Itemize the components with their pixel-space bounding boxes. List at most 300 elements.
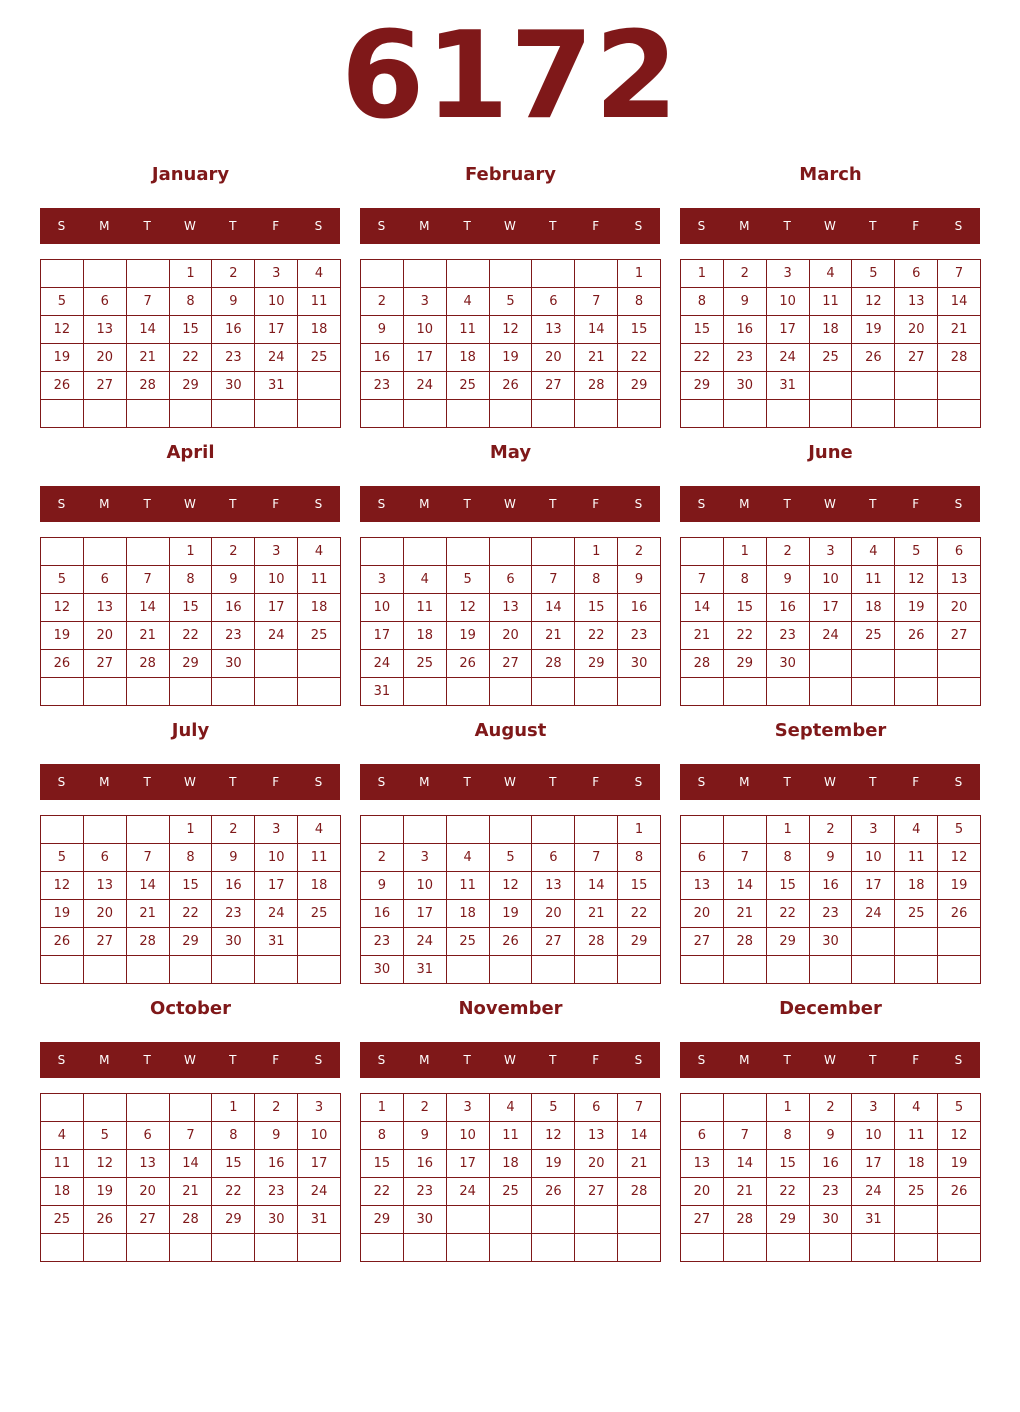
day-cell: 7 [127, 566, 170, 594]
day-cell: 28 [618, 1178, 661, 1206]
day-cell: 1 [575, 538, 618, 566]
day-cell: 9 [724, 288, 767, 316]
empty-day-cell [767, 956, 810, 984]
day-cell: 27 [84, 650, 127, 678]
empty-day-cell [724, 400, 767, 428]
day-cell: 28 [575, 372, 618, 400]
weekday-label: S [954, 497, 963, 511]
empty-day-cell [938, 956, 981, 984]
day-cell: 15 [618, 316, 661, 344]
day-cell: 4 [895, 1094, 938, 1122]
day-cell: 6 [84, 288, 127, 316]
day-cell: 8 [575, 566, 618, 594]
weekday-label: M [419, 775, 430, 789]
day-cell: 23 [361, 372, 404, 400]
weekday-label: T [143, 1053, 151, 1067]
empty-day-cell [895, 1206, 938, 1234]
day-cell: 24 [852, 1178, 895, 1206]
day-cell: 24 [255, 900, 298, 928]
empty-day-cell [895, 372, 938, 400]
weekday-header-bar [40, 764, 340, 800]
day-cell: 12 [41, 872, 84, 900]
day-cell: 21 [127, 622, 170, 650]
day-cell: 24 [767, 344, 810, 372]
day-cell: 19 [938, 1150, 981, 1178]
day-cell: 30 [212, 650, 255, 678]
day-cell: 25 [404, 650, 447, 678]
day-cell: 18 [490, 1150, 533, 1178]
empty-day-cell [810, 678, 853, 706]
day-cell: 29 [767, 928, 810, 956]
day-cell: 1 [767, 1094, 810, 1122]
empty-day-cell [490, 260, 533, 288]
day-cell: 1 [618, 260, 661, 288]
day-cell: 10 [810, 566, 853, 594]
day-cell: 13 [84, 316, 127, 344]
day-cell: 29 [767, 1206, 810, 1234]
day-cell: 15 [170, 594, 213, 622]
weekday-label: T [229, 1053, 237, 1067]
day-cell: 26 [895, 622, 938, 650]
empty-day-cell [938, 1234, 981, 1262]
day-cell: 27 [84, 372, 127, 400]
day-grid [40, 815, 341, 984]
day-cell: 10 [361, 594, 404, 622]
day-cell: 8 [170, 844, 213, 872]
day-cell: 12 [938, 844, 981, 872]
day-cell: 25 [447, 372, 490, 400]
day-cell: 28 [681, 650, 724, 678]
empty-day-cell [41, 816, 84, 844]
day-grid [680, 537, 981, 706]
day-cell: 25 [490, 1178, 533, 1206]
day-cell: 23 [212, 622, 255, 650]
empty-day-cell [724, 678, 767, 706]
weekday-label: T [143, 775, 151, 789]
weekday-header-bar [360, 208, 660, 244]
day-cell: 14 [127, 872, 170, 900]
day-cell: 9 [255, 1122, 298, 1150]
weekday-label: W [824, 1053, 836, 1067]
day-cell: 2 [212, 816, 255, 844]
month-name: April [166, 442, 215, 463]
day-cell: 12 [490, 316, 533, 344]
day-cell: 27 [575, 1178, 618, 1206]
day-cell: 19 [41, 344, 84, 372]
weekday-label: T [229, 497, 237, 511]
empty-day-cell [212, 1234, 255, 1262]
day-cell: 15 [724, 594, 767, 622]
day-cell: 5 [852, 260, 895, 288]
weekday-label: S [697, 219, 706, 233]
day-cell: 23 [255, 1178, 298, 1206]
day-cell: 16 [255, 1150, 298, 1178]
day-cell: 10 [255, 566, 298, 594]
weekday-label: T [463, 497, 471, 511]
day-cell: 7 [575, 288, 618, 316]
day-cell: 20 [938, 594, 981, 622]
day-cell: 20 [127, 1178, 170, 1206]
empty-day-cell [84, 400, 127, 428]
empty-day-cell [532, 956, 575, 984]
day-cell: 11 [298, 566, 341, 594]
month-name: March [799, 164, 862, 185]
day-cell: 31 [767, 372, 810, 400]
day-cell: 19 [41, 622, 84, 650]
day-cell: 31 [298, 1206, 341, 1234]
weekday-label: S [634, 219, 643, 233]
day-cell: 3 [404, 288, 447, 316]
day-cell: 5 [41, 844, 84, 872]
day-cell: 12 [852, 288, 895, 316]
day-grid [360, 537, 661, 706]
weekday-label: W [504, 775, 516, 789]
weekday-label: F [592, 497, 600, 511]
weekday-label: W [184, 497, 196, 511]
weekday-label: T [549, 497, 557, 511]
day-cell: 20 [895, 316, 938, 344]
day-cell: 14 [127, 594, 170, 622]
day-cell: 4 [298, 260, 341, 288]
day-cell: 28 [575, 928, 618, 956]
day-cell: 28 [938, 344, 981, 372]
day-cell: 7 [532, 566, 575, 594]
empty-day-cell [212, 678, 255, 706]
day-grid [40, 259, 341, 428]
day-cell: 13 [681, 872, 724, 900]
weekday-label: W [824, 497, 836, 511]
day-cell: 2 [767, 538, 810, 566]
day-cell: 15 [767, 1150, 810, 1178]
weekday-label: F [272, 219, 280, 233]
day-cell: 3 [810, 538, 853, 566]
day-cell: 31 [404, 956, 447, 984]
day-cell: 17 [361, 622, 404, 650]
empty-day-cell [681, 538, 724, 566]
empty-day-cell [681, 956, 724, 984]
empty-day-cell [127, 1234, 170, 1262]
day-cell: 16 [767, 594, 810, 622]
day-cell: 13 [84, 872, 127, 900]
day-cell: 15 [575, 594, 618, 622]
empty-day-cell [404, 400, 447, 428]
day-cell: 5 [84, 1122, 127, 1150]
weekday-header-bar [40, 208, 340, 244]
day-cell: 22 [170, 622, 213, 650]
day-cell: 21 [127, 344, 170, 372]
weekday-header-bar [680, 1042, 980, 1078]
day-cell: 25 [298, 622, 341, 650]
day-cell: 17 [767, 316, 810, 344]
empty-day-cell [532, 400, 575, 428]
day-cell: 15 [681, 316, 724, 344]
day-cell: 17 [298, 1150, 341, 1178]
day-cell: 21 [170, 1178, 213, 1206]
day-cell: 15 [767, 872, 810, 900]
day-cell: 20 [84, 622, 127, 650]
empty-day-cell [255, 650, 298, 678]
day-grid [40, 537, 341, 706]
day-cell: 22 [618, 900, 661, 928]
day-cell: 30 [212, 372, 255, 400]
day-cell: 14 [938, 288, 981, 316]
day-cell: 21 [724, 900, 767, 928]
empty-day-cell [447, 538, 490, 566]
day-cell: 1 [618, 816, 661, 844]
day-cell: 19 [532, 1150, 575, 1178]
day-cell: 8 [618, 844, 661, 872]
empty-day-cell [575, 260, 618, 288]
day-cell: 31 [852, 1206, 895, 1234]
day-cell: 1 [170, 260, 213, 288]
empty-day-cell [810, 1234, 853, 1262]
empty-day-cell [361, 260, 404, 288]
day-cell: 16 [404, 1150, 447, 1178]
day-cell: 3 [255, 260, 298, 288]
day-cell: 6 [84, 566, 127, 594]
day-cell: 3 [255, 538, 298, 566]
weekday-label: T [229, 219, 237, 233]
day-cell: 13 [84, 594, 127, 622]
weekday-label: S [377, 497, 386, 511]
day-cell: 9 [212, 566, 255, 594]
day-cell: 16 [618, 594, 661, 622]
day-cell: 9 [361, 316, 404, 344]
day-cell: 7 [938, 260, 981, 288]
day-cell: 4 [895, 816, 938, 844]
weekday-label: T [463, 1053, 471, 1067]
weekday-label: M [419, 497, 430, 511]
day-cell: 13 [127, 1150, 170, 1178]
day-cell: 14 [575, 872, 618, 900]
day-cell: 11 [447, 872, 490, 900]
day-cell: 31 [255, 928, 298, 956]
day-cell: 9 [404, 1122, 447, 1150]
empty-day-cell [127, 400, 170, 428]
day-cell: 15 [170, 872, 213, 900]
weekday-label: M [99, 497, 110, 511]
day-cell: 24 [255, 344, 298, 372]
day-cell: 11 [41, 1150, 84, 1178]
day-cell: 14 [681, 594, 724, 622]
day-cell: 30 [767, 650, 810, 678]
day-cell: 30 [255, 1206, 298, 1234]
empty-day-cell [447, 956, 490, 984]
day-cell: 26 [938, 900, 981, 928]
day-cell: 16 [212, 872, 255, 900]
day-cell: 17 [255, 594, 298, 622]
day-cell: 6 [84, 844, 127, 872]
empty-day-cell [127, 956, 170, 984]
day-grid [360, 1093, 661, 1262]
day-cell: 1 [724, 538, 767, 566]
weekday-label: W [504, 497, 516, 511]
empty-day-cell [298, 372, 341, 400]
day-cell: 16 [361, 900, 404, 928]
day-cell: 29 [170, 928, 213, 956]
day-cell: 18 [404, 622, 447, 650]
day-cell: 29 [681, 372, 724, 400]
empty-day-cell [724, 816, 767, 844]
weekday-label: S [57, 497, 66, 511]
day-cell: 17 [447, 1150, 490, 1178]
day-cell: 1 [170, 816, 213, 844]
day-cell: 27 [681, 1206, 724, 1234]
day-cell: 2 [618, 538, 661, 566]
day-cell: 18 [41, 1178, 84, 1206]
empty-day-cell [618, 678, 661, 706]
empty-day-cell [767, 678, 810, 706]
day-cell: 21 [575, 344, 618, 372]
day-cell: 4 [41, 1122, 84, 1150]
day-cell: 30 [724, 372, 767, 400]
day-cell: 18 [810, 316, 853, 344]
empty-day-cell [255, 1234, 298, 1262]
empty-day-cell [938, 400, 981, 428]
day-cell: 25 [298, 900, 341, 928]
day-grid [360, 259, 661, 428]
day-cell: 11 [895, 1122, 938, 1150]
empty-day-cell [532, 538, 575, 566]
empty-day-cell [404, 678, 447, 706]
empty-day-cell [41, 260, 84, 288]
day-cell: 11 [895, 844, 938, 872]
day-cell: 26 [490, 372, 533, 400]
empty-day-cell [618, 400, 661, 428]
empty-day-cell [938, 650, 981, 678]
empty-day-cell [255, 400, 298, 428]
day-cell: 27 [681, 928, 724, 956]
month-name: May [489, 442, 532, 463]
day-cell: 10 [767, 288, 810, 316]
day-cell: 2 [810, 1094, 853, 1122]
empty-day-cell [404, 260, 447, 288]
day-cell: 19 [41, 900, 84, 928]
day-cell: 14 [532, 594, 575, 622]
weekday-label: T [463, 219, 471, 233]
day-cell: 19 [852, 316, 895, 344]
empty-day-cell [852, 678, 895, 706]
weekday-label: T [783, 219, 791, 233]
day-cell: 8 [212, 1122, 255, 1150]
day-cell: 11 [447, 316, 490, 344]
empty-day-cell [255, 678, 298, 706]
day-grid [680, 815, 981, 984]
day-cell: 1 [212, 1094, 255, 1122]
day-cell: 21 [938, 316, 981, 344]
empty-day-cell [84, 538, 127, 566]
empty-day-cell [361, 538, 404, 566]
day-cell: 28 [170, 1206, 213, 1234]
empty-day-cell [84, 678, 127, 706]
day-cell: 20 [84, 344, 127, 372]
day-cell: 5 [490, 844, 533, 872]
day-cell: 8 [170, 566, 213, 594]
weekday-header-bar [360, 1042, 660, 1078]
day-cell: 11 [298, 844, 341, 872]
day-cell: 6 [532, 288, 575, 316]
empty-day-cell [490, 956, 533, 984]
day-cell: 17 [255, 316, 298, 344]
day-cell: 7 [724, 844, 767, 872]
day-cell: 9 [212, 844, 255, 872]
day-cell: 24 [810, 622, 853, 650]
day-cell: 16 [212, 316, 255, 344]
day-cell: 12 [447, 594, 490, 622]
weekday-header-bar [680, 208, 980, 244]
month-name: June [808, 442, 853, 463]
empty-day-cell [490, 538, 533, 566]
day-cell: 9 [212, 288, 255, 316]
day-cell: 20 [84, 900, 127, 928]
day-cell: 29 [212, 1206, 255, 1234]
day-cell: 8 [681, 288, 724, 316]
day-grid [680, 1093, 981, 1262]
empty-day-cell [404, 538, 447, 566]
empty-day-cell [724, 1094, 767, 1122]
empty-day-cell [852, 956, 895, 984]
empty-day-cell [447, 400, 490, 428]
weekday-label: W [504, 1053, 516, 1067]
day-cell: 11 [298, 288, 341, 316]
day-cell: 25 [895, 1178, 938, 1206]
day-cell: 21 [681, 622, 724, 650]
day-cell: 3 [361, 566, 404, 594]
day-cell: 22 [575, 622, 618, 650]
weekday-label: T [549, 1053, 557, 1067]
day-cell: 27 [490, 650, 533, 678]
day-cell: 22 [170, 900, 213, 928]
day-cell: 6 [681, 1122, 724, 1150]
empty-day-cell [724, 956, 767, 984]
day-cell: 10 [447, 1122, 490, 1150]
day-cell: 7 [575, 844, 618, 872]
empty-day-cell [84, 1234, 127, 1262]
empty-day-cell [41, 538, 84, 566]
weekday-label: S [314, 775, 323, 789]
day-cell: 9 [361, 872, 404, 900]
day-cell: 10 [852, 844, 895, 872]
empty-day-cell [84, 956, 127, 984]
empty-day-cell [490, 1206, 533, 1234]
day-cell: 5 [532, 1094, 575, 1122]
day-cell: 19 [447, 622, 490, 650]
day-cell: 31 [361, 678, 404, 706]
day-cell: 3 [447, 1094, 490, 1122]
day-cell: 16 [810, 872, 853, 900]
day-cell: 23 [618, 622, 661, 650]
empty-day-cell [490, 816, 533, 844]
day-cell: 17 [852, 1150, 895, 1178]
day-cell: 30 [618, 650, 661, 678]
day-cell: 24 [404, 928, 447, 956]
weekday-label: S [954, 775, 963, 789]
day-cell: 24 [852, 900, 895, 928]
day-cell: 21 [724, 1178, 767, 1206]
day-cell: 18 [895, 1150, 938, 1178]
day-cell: 3 [298, 1094, 341, 1122]
month-name: February [464, 164, 557, 185]
weekday-label: F [912, 497, 920, 511]
weekday-label: F [272, 497, 280, 511]
day-cell: 5 [895, 538, 938, 566]
day-cell: 11 [490, 1122, 533, 1150]
day-cell: 6 [895, 260, 938, 288]
empty-day-cell [532, 1206, 575, 1234]
day-cell: 11 [404, 594, 447, 622]
day-cell: 4 [404, 566, 447, 594]
day-cell: 26 [447, 650, 490, 678]
